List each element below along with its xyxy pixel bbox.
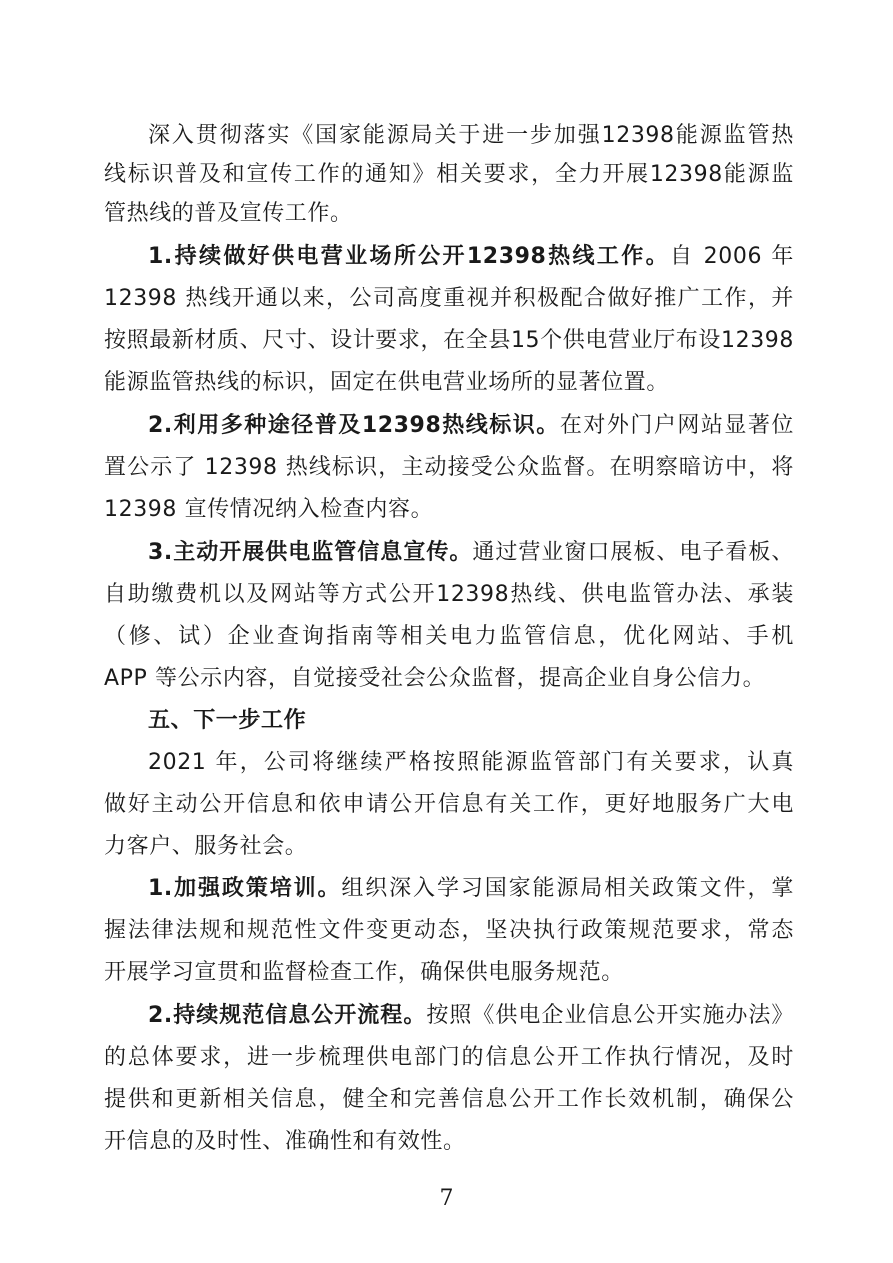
bold-lead: 2.利用多种途径普及12398热线标识。 xyxy=(148,413,560,438)
text-line: 能源监管热线的标识，固定在供电营业场所的显著位置。 xyxy=(104,370,670,395)
text-line: 力客户、服务社会。 xyxy=(104,834,308,859)
text-run: 自 2006 年 xyxy=(669,244,794,269)
text-run: 按照《供电企业信息公开实施办法》 xyxy=(426,1003,794,1028)
text-line xyxy=(148,538,794,568)
bold-lead: 2.持续规范信息公开流程。 xyxy=(148,1003,427,1028)
text-line: 线标识普及和宣传工作的通知》相关要求，全力开展12398能源监 xyxy=(104,162,794,187)
text-line: 深入贯彻落实《国家能源局关于进一步加强12398能源监管热 xyxy=(148,123,794,148)
text-line xyxy=(148,411,794,441)
text-run: 组织深入学习国家能源局相关政策文件，掌 xyxy=(341,876,794,901)
text-line: 握法律法规和规范性文件变更动态，坚决执行政策规范要求，常态 xyxy=(104,918,794,943)
text-line: APP 等公示内容，自觉接受社会公众监督，提高企业自身公信力。 xyxy=(104,666,766,691)
text-line: 的总体要求，进一步梳理供电部门的信息公开工作执行情况，及时 xyxy=(104,1045,794,1070)
bold-lead: 1.持续做好供电营业场所公开12398热线工作。 xyxy=(148,244,670,269)
text-line: 提供和更新相关信息，健全和完善信息公开工作长效机制，确保公 xyxy=(104,1087,794,1112)
text-line: 12398 热线开通以来，公司高度重视并积极配合做好推广工作，并 xyxy=(104,286,794,311)
text-line: 自助缴费机以及网站等方式公开12398热线、供电监管办法、承装 xyxy=(104,582,794,607)
text-line xyxy=(148,1001,794,1031)
text-line: 2021 年，公司将继续严格按照能源监管部门有关要求，认真 xyxy=(148,750,794,775)
bold-lead: 1.加强政策培训。 xyxy=(148,876,342,901)
text-line: 12398 宣传情况纳入检查内容。 xyxy=(104,497,434,522)
bold-lead: 3.主动开展供电监管信息宣传。 xyxy=(148,540,473,565)
text-line: 按照最新材质、尺寸、设计要求，在全县15个供电营业厅布设12398 xyxy=(104,328,794,353)
text-line: （修、试）企业查询指南等相关电力监管信息，优化网站、手机 xyxy=(104,624,794,649)
text-line: 置公示了 12398 热线标识，主动接受公众监督。在明察暗访中，将 xyxy=(104,455,794,480)
text-line: 管热线的普及宣传工作。 xyxy=(104,201,353,226)
section-heading: 五、下一步工作 xyxy=(148,708,307,733)
text-line: 开展学习宣贯和监督检查工作，确保供电服务规范。 xyxy=(104,960,624,985)
text-run: 在对外门户网站显著位 xyxy=(559,413,794,438)
text-run: 通过营业窗口展板、电子看板、 xyxy=(472,540,795,565)
text-line xyxy=(148,874,794,904)
page-number: 7 xyxy=(439,1186,454,1211)
text-line: 开信息的及时性、准确性和有效性。 xyxy=(104,1129,466,1154)
text-line: 做好主动公开信息和依申请公开信息有关工作，更好地服务广大电 xyxy=(104,792,794,817)
text-line xyxy=(148,242,794,272)
